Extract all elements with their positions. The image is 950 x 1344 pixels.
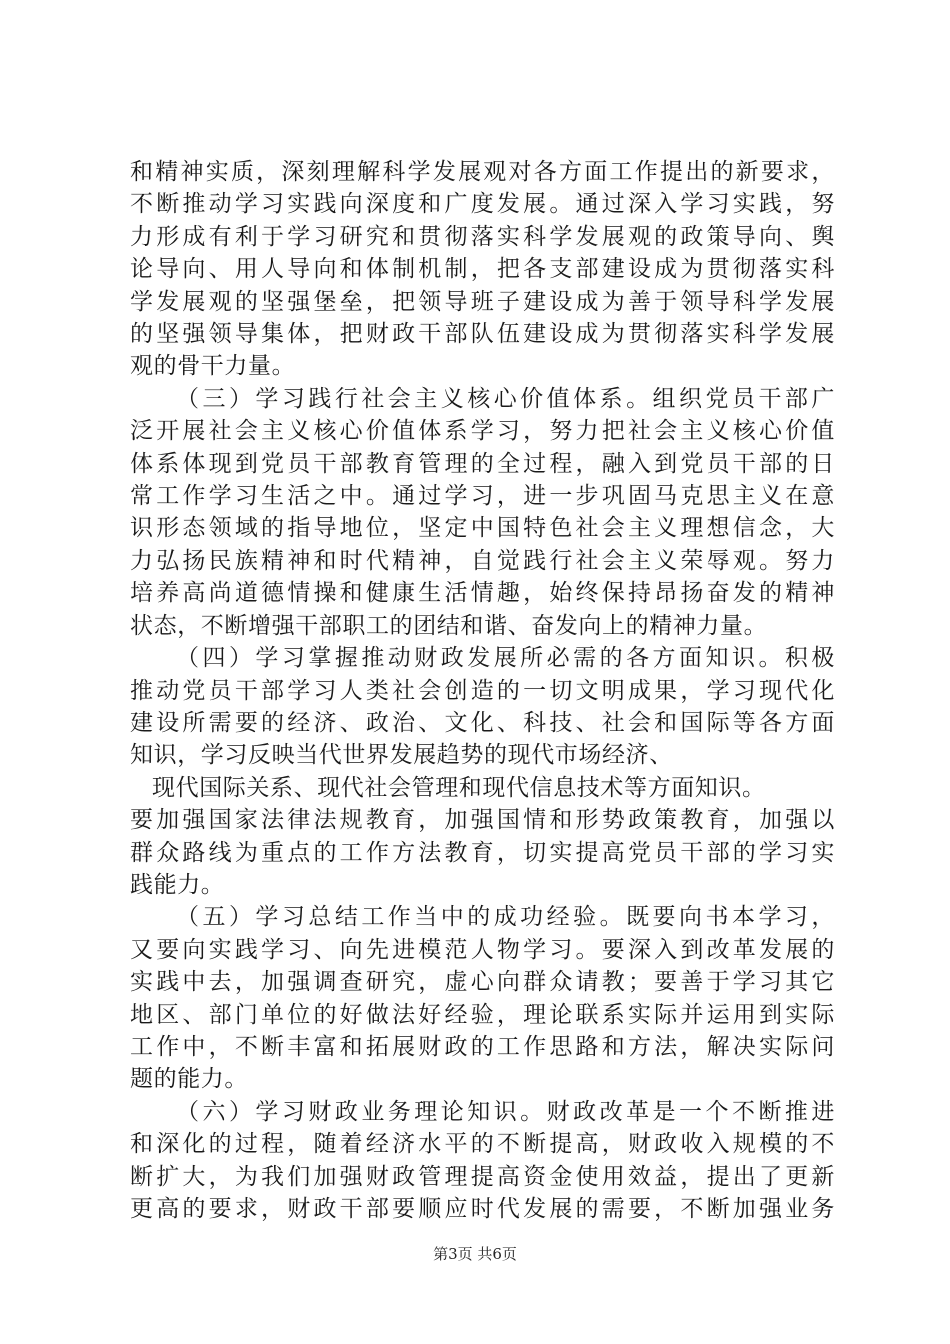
- text-line: 论导向、用人导向和体制机制，把各支部建设成为贯彻落实科: [130, 256, 835, 283]
- section-heading-line: （五）学习总结工作当中的成功经验。既要向书本学习，: [176, 904, 835, 931]
- page-number-footer: 第3页 共6页: [433, 1245, 517, 1263]
- text-line: 现代国际关系、现代社会管理和现代信息技术等方面知识。: [152, 774, 766, 801]
- text-line: 的坚强领导集体，把财政干部队伍建设成为贯彻落实科学发展: [130, 321, 835, 348]
- text-line: 观的骨干力量。: [130, 353, 296, 380]
- text-line: 和深化的过程，随着经济水平的不断提高，财政收入规模的不: [130, 1131, 835, 1158]
- text-line: 断扩大，为我们加强财政管理提高资金使用效益，提出了更新: [130, 1163, 835, 1190]
- text-line: 学发展观的坚强堡垒，把领导班子建设成为善于领导科学发展: [130, 288, 835, 315]
- text-line: 群众路线为重点的工作方法教育，切实提高党员干部的学习实: [130, 839, 835, 866]
- text-line: 识形态领域的指导地位，坚定中国特色社会主义理想信念，大: [130, 515, 835, 542]
- text-line: 状态，不断增强干部职工的团结和谐、奋发向上的精神力量。: [130, 612, 768, 639]
- text-line: 要加强国家法律法规教育，加强国情和形势政策教育，加强以: [130, 807, 835, 834]
- text-line: 和精神实质，深刻理解科学发展观对各方面工作提出的新要求，: [130, 159, 835, 185]
- text-line: 践能力。: [130, 871, 225, 898]
- text-line: 地区、部门单位的好做法好经验，理论联系实际并运用到实际: [130, 1001, 835, 1028]
- text-line: 更高的要求，财政干部要顺应时代发展的需要，不断加强业务: [130, 1196, 835, 1222]
- text-line: 力形成有利于学习研究和贯彻落实科学发展观的政策导向、舆: [130, 223, 835, 250]
- text-line: 推动党员干部学习人类社会创造的一切文明成果，学习现代化: [130, 677, 835, 704]
- document-body: [130, 156, 835, 1225]
- text-line: 培养高尚道德情操和健康生活情趣，始终保持昂扬奋发的精神: [130, 580, 835, 607]
- text-line: 体系体现到党员干部教育管理的全过程，融入到党员干部的日: [130, 450, 835, 477]
- text-line: 又要向实践学习、向先进模范人物学习。要深入到改革发展的: [130, 936, 835, 963]
- section-heading-line: （四）学习掌握推动财政发展所必需的各方面知识。积极: [176, 645, 835, 672]
- text-line: 建设所需要的经济、政治、文化、科技、社会和国际等各方面: [130, 709, 835, 736]
- text-line: 不断推动学习实践向深度和广度发展。通过深入学习实践，努: [130, 191, 835, 218]
- text-line: 泛开展社会主义核心价值体系学习，努力把社会主义核心价值: [130, 418, 835, 445]
- text-line: 力弘扬民族精神和时代精神，自觉践行社会主义荣辱观。努力: [130, 547, 835, 574]
- text-line: 工作中，不断丰富和拓展财政的工作思路和方法，解决实际问: [130, 1033, 835, 1060]
- text-line: 知识，学习反映当代世界发展趋势的现代市场经济、: [130, 742, 673, 769]
- text-line: 题的能力。: [130, 1066, 248, 1093]
- text-line: 实践中去，加强调查研究，虚心向群众请教；要善于学习其它: [130, 969, 835, 996]
- section-heading-line: （三）学习践行社会主义核心价值体系。组织党员干部广: [176, 385, 835, 412]
- section-heading-line: （六）学习财政业务理论知识。财政改革是一个不断推进: [176, 1098, 835, 1125]
- text-line: 常工作学习生活之中。通过学习，进一步巩固马克思主义在意: [130, 483, 835, 510]
